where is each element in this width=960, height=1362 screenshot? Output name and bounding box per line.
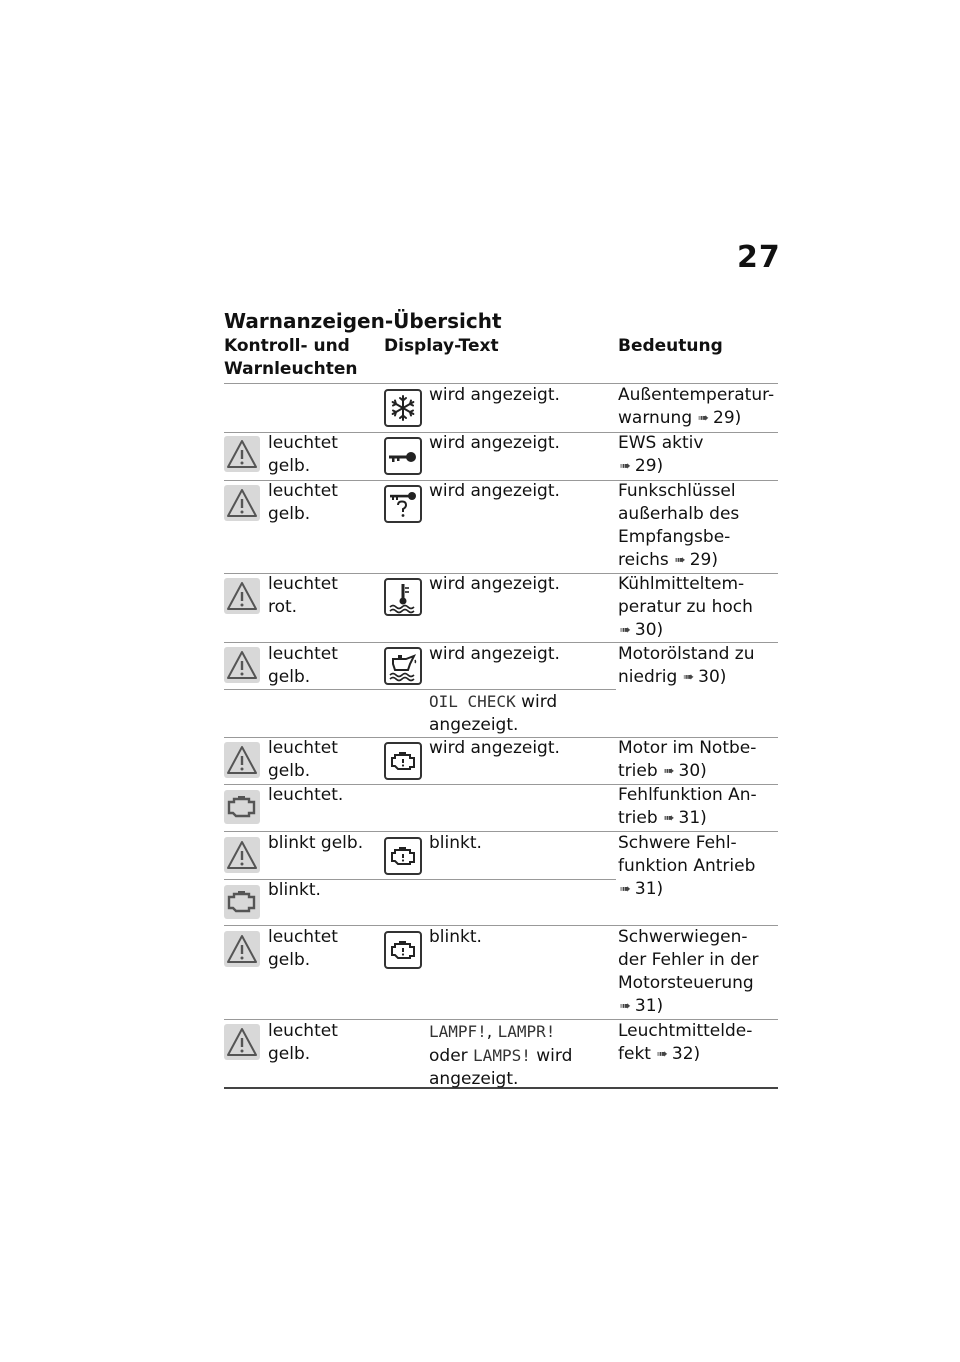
page-number: 27: [737, 240, 781, 275]
page-reference[interactable]: 32): [671, 1044, 701, 1064]
page-reference[interactable]: 30): [698, 667, 727, 687]
meaning-line-text: niedrig: [618, 667, 678, 687]
meaning-line: [618, 407, 774, 430]
meaning-line: Motorsteuerung: [618, 973, 754, 993]
meaning-line: [618, 666, 754, 689]
meaning-text: [618, 480, 739, 572]
indicator-line: leuchtet: [268, 1021, 338, 1041]
meaning-line: Fehlfunktion An-: [618, 785, 757, 805]
page-reference[interactable]: 30): [634, 620, 664, 640]
display-separator: ,: [486, 1022, 493, 1042]
display-line-text: wird: [536, 1046, 573, 1066]
meaning-text: [618, 432, 703, 478]
indicator-line: leuchtet.: [268, 785, 344, 805]
engine-icon: [384, 742, 422, 780]
meaning-line: Schwere Fehl-: [618, 833, 737, 853]
warning-triangle-icon: [224, 578, 260, 614]
indicator-line: gelb.: [268, 950, 311, 970]
meaning-line: Motorölstand zu: [618, 644, 755, 664]
display-text: blinkt.: [429, 927, 482, 947]
meaning-line: Motor im Notbe-: [618, 738, 757, 758]
display-text-lamps: [429, 1020, 572, 1091]
meaning-line: Kühlmitteltem-: [618, 574, 745, 594]
reference-arrow-icon: ➠: [620, 882, 631, 897]
display-line-text: wird: [521, 692, 558, 712]
meaning-text: [618, 573, 753, 642]
indicator-line: rot.: [268, 597, 298, 617]
meaning-line: Außentemperatur-: [618, 385, 775, 405]
meaning-line-text: trieb: [618, 808, 658, 828]
column-header-indicators-line2: Warnleuchten: [224, 359, 358, 379]
meaning-line: Leuchtmittelde-: [618, 1021, 753, 1041]
meaning-line: außerhalb des: [618, 504, 740, 524]
engine-icon: [224, 885, 260, 919]
page-reference[interactable]: 29): [713, 408, 742, 428]
display-text-oil-check: [429, 690, 557, 737]
display-text: blinkt.: [429, 833, 482, 853]
display-line: [429, 1020, 572, 1044]
meaning-line-text: reichs: [618, 550, 669, 570]
indicator-line: leuchtet: [268, 927, 338, 947]
meaning-text: [618, 832, 755, 901]
indicator-text: [268, 1020, 338, 1066]
meaning-line: [618, 807, 757, 830]
meaning-line: [618, 455, 703, 478]
display-code: LAMPR!: [497, 1022, 556, 1041]
indicator-line: blinkt gelb.: [268, 833, 364, 853]
meaning-line: [618, 549, 739, 572]
meaning-line: [618, 878, 755, 901]
engine-icon: [384, 837, 422, 875]
meaning-line: [618, 995, 758, 1018]
indicator-line: leuchtet: [268, 481, 338, 501]
oil-can-icon: [384, 647, 422, 685]
reference-arrow-icon: ➠: [663, 764, 675, 779]
indicator-line: leuchtet: [268, 738, 338, 758]
page-reference[interactable]: 31): [634, 996, 664, 1016]
meaning-line: [618, 619, 753, 642]
warning-triangle-icon: [224, 485, 260, 521]
indicator-line: gelb.: [268, 761, 311, 781]
warning-triangle-icon: [224, 1024, 260, 1060]
reference-arrow-icon: ➠: [620, 459, 631, 474]
reference-arrow-icon: ➠: [698, 411, 710, 426]
warning-triangle-icon: [224, 647, 260, 683]
display-code: OIL CHECK: [429, 692, 516, 711]
indicator-text: [268, 480, 338, 526]
display-text: wird angezeigt.: [429, 433, 560, 453]
meaning-line: peratur zu hoch: [618, 597, 753, 617]
meaning-line: der Fehler in der: [618, 950, 759, 970]
indicator-text: [268, 879, 321, 902]
display-code: LAMPS!: [473, 1046, 531, 1065]
engine-icon: [384, 931, 422, 969]
indicator-text: [268, 432, 338, 478]
meaning-line-text: fekt: [618, 1044, 651, 1064]
display-text: wird angezeigt.: [429, 481, 560, 501]
indicator-text: [268, 926, 338, 972]
meaning-line: [618, 1043, 752, 1066]
warning-triangle-icon: [224, 837, 260, 873]
reference-arrow-icon: ➠: [674, 553, 686, 568]
meaning-line: funktion Antrieb: [618, 856, 756, 876]
display-text: wird angezeigt.: [429, 385, 560, 405]
meaning-text: [618, 643, 754, 689]
warning-triangle-icon: [224, 436, 260, 472]
indicator-line: blinkt.: [268, 880, 321, 900]
indicator-line: gelb.: [268, 456, 311, 476]
meaning-text: [618, 384, 774, 430]
column-header-display: Display-Text: [384, 336, 499, 356]
indicator-line: leuchtet: [268, 574, 338, 594]
indicator-text: [268, 643, 338, 689]
page-reference[interactable]: 31): [678, 808, 707, 828]
meaning-line: [618, 760, 756, 783]
display-code: LAMPF!: [429, 1022, 487, 1041]
meaning-line: Funkschlüssel: [618, 481, 736, 501]
page-reference[interactable]: 30): [678, 761, 707, 781]
display-text: wird angezeigt.: [429, 644, 560, 664]
reference-arrow-icon: ➠: [620, 999, 631, 1014]
meaning-line: Schwerwiegen-: [618, 927, 748, 947]
display-line: angezeigt.: [429, 1069, 519, 1089]
display-text: wird angezeigt.: [429, 738, 560, 758]
indicator-text: [268, 832, 363, 855]
meaning-line: EWS aktiv: [618, 433, 704, 453]
indicator-text: [268, 784, 343, 807]
display-line: [429, 690, 557, 714]
warning-triangle-icon: [224, 931, 260, 967]
display-line: angezeigt.: [429, 715, 519, 735]
engine-icon: [224, 790, 260, 824]
section-title: Warnanzeigen-Übersicht: [224, 309, 502, 333]
column-header-indicators-line1: Kontroll- und: [224, 336, 350, 356]
meaning-text: [618, 737, 756, 783]
display-line: [429, 1044, 572, 1068]
page-reference[interactable]: 31): [634, 879, 664, 899]
indicator-line: gelb.: [268, 504, 311, 524]
reference-arrow-icon: ➠: [620, 623, 631, 638]
snowflake-icon: [384, 389, 422, 427]
key-question-icon: [384, 485, 422, 523]
indicator-line: gelb.: [268, 667, 311, 687]
indicator-line: leuchtet: [268, 644, 338, 664]
indicator-line: gelb.: [268, 1044, 311, 1064]
indicator-text: [268, 737, 338, 783]
meaning-text: [618, 784, 757, 830]
display-text: wird angezeigt.: [429, 574, 560, 594]
meaning-line-text: trieb: [618, 761, 658, 781]
reference-arrow-icon: ➠: [663, 811, 675, 826]
display-line-text: oder: [429, 1046, 468, 1066]
page-reference[interactable]: 29): [689, 550, 718, 570]
key-icon: [384, 437, 422, 475]
meaning-text: [618, 1020, 752, 1066]
column-header-indicators: [224, 335, 358, 381]
indicator-line: leuchtet: [268, 433, 338, 453]
reference-arrow-icon: ➠: [656, 1047, 668, 1062]
page-reference[interactable]: 29): [634, 456, 664, 476]
column-header-meaning: Bedeutung: [618, 336, 723, 356]
indicator-text: [268, 573, 338, 619]
coolant-temperature-icon: [384, 578, 422, 616]
reference-arrow-icon: ➠: [683, 670, 695, 685]
warning-triangle-icon: [224, 742, 260, 778]
meaning-text: [618, 926, 758, 1018]
meaning-line: Empfangsbe-: [618, 527, 731, 547]
meaning-line-text: warnung: [618, 408, 693, 428]
